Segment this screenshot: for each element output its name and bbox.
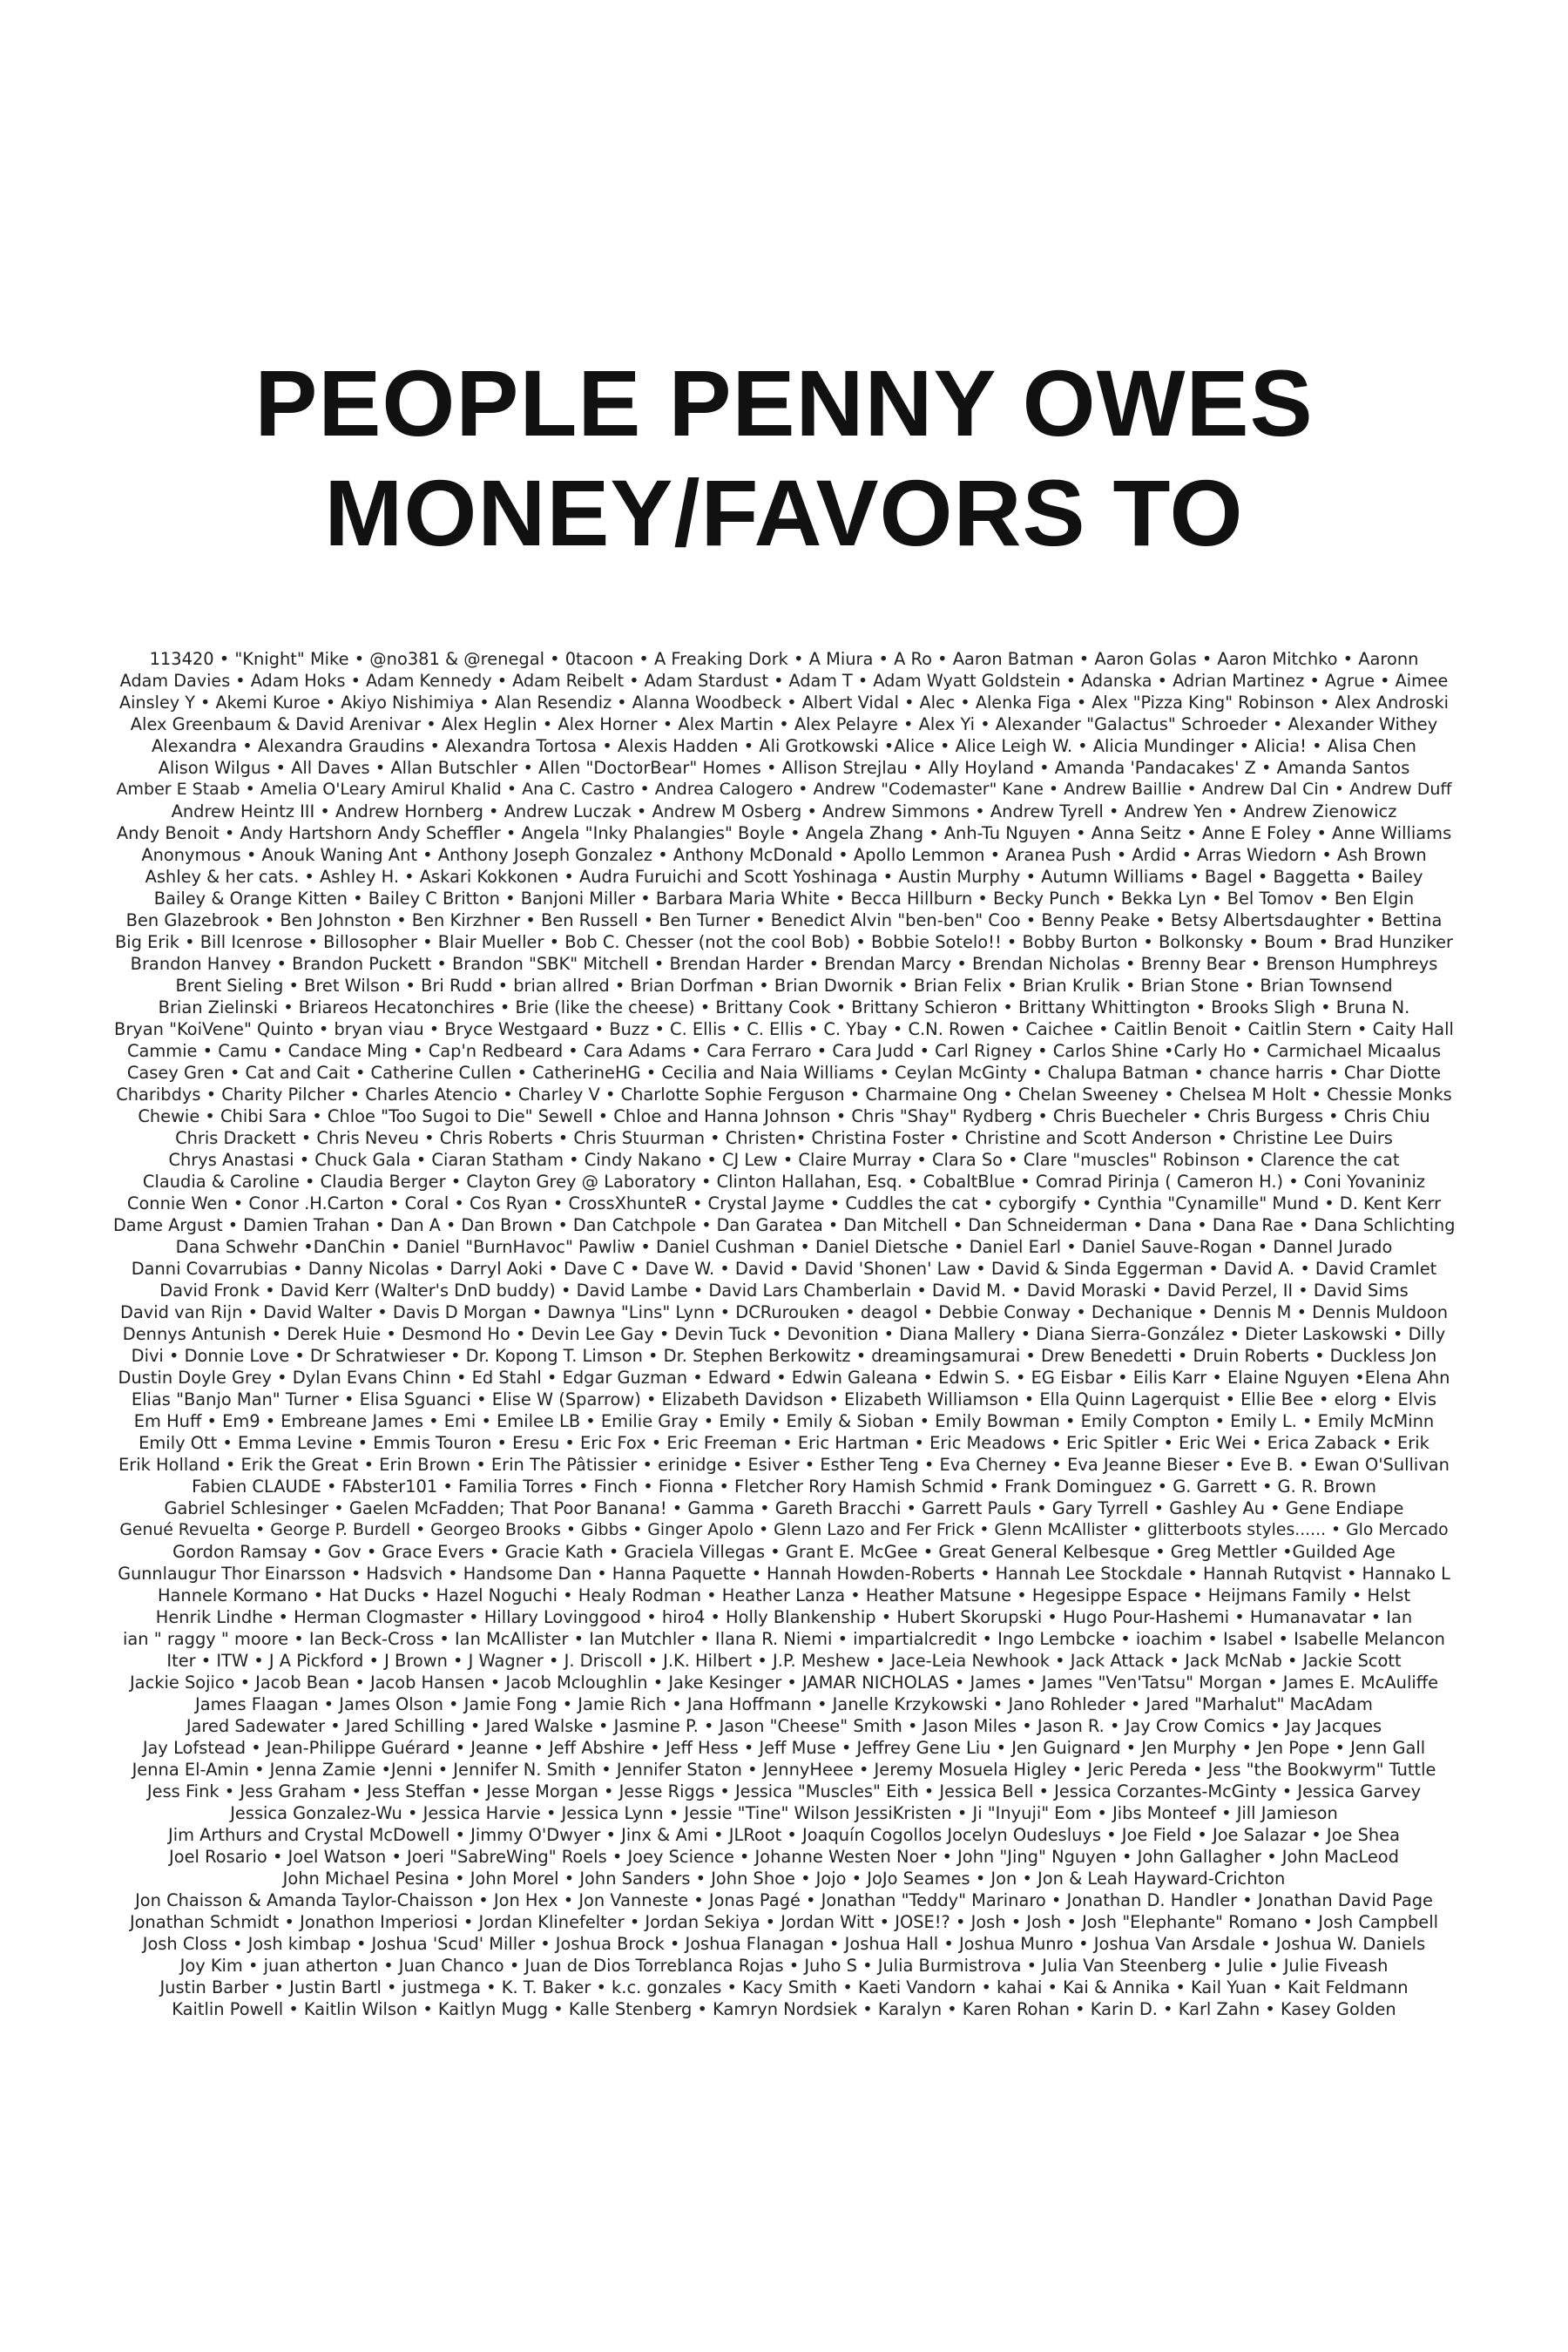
names-line: Fabien CLAUDE • FAbster101 • Familia Torres • Finch • Fionna • Fletcher Rory Hamish Schmid • Frank Dominguez • G. Garrett • G. R. Brown: [192, 1477, 1376, 1497]
names-line: Jonathan Schmidt • Jonathon Imperiosi • Jordan Klinefelter • Jordan Sekiya • Jordan Witt • JOSE!? • Josh • Josh • Josh "Elephante" Romano • Josh Campbell: [129, 1912, 1439, 1932]
names-line: David van Rijn • David Walter • Davis D Morgan • Dawnya "Lins" Lynn • DCRurouken • deagol • Debbie Conway • Dechanique • Dennis M • Dennis Muldoon: [119, 1302, 1449, 1322]
names-line: Jay Lofstead • Jean-Philippe Guérard • Jeanne • Jeff Abshire • Jeff Hess • Jeff Muse • Jeffrey Gene Liu • Jen Guignard • Jen Murphy • Jen Pope • Jenn Gall: [142, 1738, 1426, 1758]
names-line: Dustin Doyle Grey • Dylan Evans Chinn • Ed Stahl • Edgar Guzman • Edward • Edwin Galeana • Edwin S. • EG Eisbar • Eilis Karr • Elaine Nguyen •Elena Ahn: [118, 1368, 1450, 1388]
names-line: Ainsley Y • Akemi Kuroe • Akiyo Nishimiya • Alan Resendiz • Alanna Woodbeck • Albert Vidal • Alec • Alenka Figa • Alex "Pizza King" Robinson • Alex Androski: [119, 693, 1449, 713]
names-line: Jackie Sojico • Jacob Bean • Jacob Hansen • Jacob Mcloughlin • Jake Kesinger • JAMAR NICHOLAS • James • James "Ven'Tatsu" Morgan • James E. McAuliffe: [129, 1673, 1439, 1693]
names-line: Bailey & Orange Kitten • Bailey C Britton • Banjoni Miller • Barbara Maria White • Becca Hillburn • Becky Punch • Bekka Lyn • Bel Tomov • Ben Elgin: [153, 889, 1415, 909]
names-line: Hannele Kormano • Hat Ducks • Hazel Noguchi • Healy Rodman • Heather Lanza • Heather Matsune • Hegesippe Espace • Heijmans Family • Helst: [157, 1585, 1411, 1605]
names-line: Dennys Antunish • Derek Huie • Desmond Ho • Devin Lee Gay • Devin Tuck • Devonition • Diana Mallery • Diana Sierra-González • Dieter Laskowski • Dilly: [122, 1324, 1446, 1344]
names-line: Ashley & her cats. • Ashley H. • Askari Kokkonen • Audra Furuichi and Scott Yoshinaga • Austin Murphy • Autumn Williams • Bagel • Baggetta • Bailey: [145, 867, 1423, 887]
names-line: Bryan "KoiVene" Quinto • bryan viau • Bryce Westgaard • Buzz • C. Ellis • C. Ellis • C. Ybay • C.N. Rowen • Caichee • Caitlin Benoit • Caitlin Stern • Caity Hall: [114, 1019, 1454, 1039]
names-line: ian " raggy " moore • Ian Beck-Cross • Ian McAllister • Ian Mutchler • Ilana R. Niemi • impartialcredit • Ingo Lembcke • ioachim • Isabel • Isabelle Melancon: [123, 1629, 1445, 1649]
names-line: Genué Revuelta • George P. Burdell • Georgeo Brooks • Gibbs • Ginger Apolo • Glenn Lazo and Fer Frick • Glenn McAllister • glitterboots styles...... • Glo Mercado: [119, 1521, 1449, 1539]
names-line: Erik Holland • Erik the Great • Erin Brown • Erin The Pâtissier • erinidge • Esiver • Esther Teng • Eva Cherney • Eva Jeanne Bieser • Eve B. • Ewan O'Sullivan: [118, 1455, 1450, 1475]
names-line: Casey Gren • Cat and Cait • Catherine Cullen • CatherineHG • Cecilia and Naia Williams • Ceylan McGinty • Chalupa Batman • chance harris • Char Diotte: [126, 1063, 1442, 1083]
names-list: [113, 648, 1455, 2020]
names-line: Dame Argust • Damien Trahan • Dan A • Dan Brown • Dan Catchpole • Dan Garatea • Dan Mitchell • Dan Schneiderman • Dana • Dana Rae • Dana Schlichting: [113, 1215, 1456, 1235]
names-line: Andrew Heintz III • Andrew Hornberg • Andrew Luczak • Andrew M Osberg • Andrew Simmons • Andrew Tyrell • Andrew Yen • Andrew Zienowicz: [171, 801, 1397, 821]
names-line: Chrys Anastasi • Chuck Gala • Ciaran Statham • Cindy Nakano • CJ Lew • Claire Murray • Clara So • Clare "muscles" Robinson • Clarence the cat: [168, 1150, 1400, 1170]
names-line: Chewie • Chibi Sara • Chloe "Too Sugoi to Die" Sewell • Chloe and Hanna Johnson • Chris "Shay" Rydberg • Chris Buecheler • Chris Burgess • Chris Chiu: [138, 1106, 1430, 1126]
names-line: Charibdys • Charity Pilcher • Charles Atencio • Charley V • Charlotte Sophie Ferguson • Charmaine Ong • Chelan Sweeney • Chelsea M Holt • Chessie Monks: [116, 1085, 1452, 1105]
names-line: Dana Schwehr •DanChin • Daniel "BurnHavoc" Pawliw • Daniel Cushman • Daniel Dietsche • Daniel Earl • Daniel Sauve-Rogan • Dannel Jurado: [175, 1237, 1393, 1257]
names-line: Brent Sieling • Bret Wilson • Bri Rudd • brian allred • Brian Dorfman • Brian Dwornik • Brian Felix • Brian Krulik • Brian Stone • Brian Townsend: [175, 976, 1393, 996]
names-line: James Flaagan • James Olson • Jamie Fong • Jamie Rich • Jana Hoffmann • Janelle Krzykowski • Jano Rohleder • Jared "Marhalut" MacAdam: [195, 1694, 1373, 1714]
names-line: Josh Closs • Josh kimbap • Joshua 'Scud' Miller • Joshua Brock • Joshua Flanagan • Joshua Hall • Joshua Munro • Joshua Van Arsdale • Joshua W. Daniels: [142, 1934, 1426, 1954]
names-line: Jess Fink • Jess Graham • Jess Steffan • Jesse Morgan • Jesse Riggs • Jessica "Muscles" Eith • Jessica Bell • Jessica Corzantes-McGinty • Jessica Garvey: [146, 1781, 1422, 1801]
names-line: 113420 • "Knight" Mike • @no381 & @renegal • 0tacoon • A Freaking Dork • A Miura • A Ro • Aaron Batman • Aaron Golas • Aaron Mitchko • Aaronn: [149, 649, 1419, 669]
names-line: Henrik Lindhe • Herman Clogmaster • Hillary Lovinggood • hiro4 • Holly Blankenship • Hubert Skorupski • Hugo Pour-Hashemi • Humanavatar • Ian: [155, 1607, 1413, 1627]
names-line: Joy Kim • juan atherton • Juan Chanco • Juan de Dios Torreblanca Rojas • Juho S • Julia Burmistrova • Julia Van Steenberg • Julie • Julie Fiveash: [179, 1956, 1389, 1976]
names-line: Alexandra • Alexandra Graudins • Alexandra Tortosa • Alexis Hadden • Ali Grotkowski •Alice • Alice Leigh W. • Alicia Mundinger • Alicia! • Alisa Chen: [152, 736, 1416, 756]
names-line: Em Huff • Em9 • Embreane James • Emi • Emilee LB • Emilie Gray • Emily • Emily & Sioban • Emily Bowman • Emily Compton • Emily L. • Emily McMinn: [133, 1411, 1435, 1431]
names-line: Jessica Gonzalez-Wu • Jessica Harvie • Jessica Lynn • Jessie "Tine" Wilson JessiKristen • Ji "Inyuji" Eom • Jibs Monteef • Jill Jamieson: [230, 1803, 1338, 1823]
names-line: Jon Chaisson & Amanda Taylor-Chaisson • Jon Hex • Jon Vanneste • Jonas Pagé • Jonathan "Teddy" Marinaro • Jonathan D. Handler • Jonathan David Page: [135, 1890, 1433, 1910]
names-line: Andy Benoit • Andy Hartshorn Andy Scheffler • Angela "Inky Phalangies" Boyle • Angela Zhang • Anh-Tu Nguyen • Anna Seitz • Anne E Foley • Anne Williams: [116, 823, 1452, 843]
page-title: [0, 348, 1568, 568]
names-line: John Michael Pesina • John Morel • John Sanders • John Shoe • Jojo • JoJo Seames • Jon • Jon & Leah Hayward-Crichton: [282, 1869, 1286, 1889]
names-line: Gordon Ramsay • Gov • Grace Evers • Gracie Kath • Graciela Villegas • Grant E. McGee • Great General Kelbesque • Greg Mettler •Guilded Age: [172, 1542, 1396, 1562]
names-line: Kaitlin Powell • Kaitlin Wilson • Kaitlyn Mugg • Kalle Stenberg • Kamryn Nordsiek • Karalyn • Karen Rohan • Karin D. • Karl Zahn • Kasey Golden: [172, 1999, 1396, 2019]
names-line: Elias "Banjo Man" Turner • Elisa Sguanci • Elise W (Sparrow) • Elizabeth Davidson • Elizabeth Williamson • Ella Quinn Lagerquist • Ellie Bee • elorg • Elvis: [131, 1389, 1437, 1409]
names-line: David Fronk • David Kerr (Walter's DnD buddy) • David Lambe • David Lars Chamberlain • David M. • David Moraski • David Perzel, II • David Sims: [159, 1281, 1409, 1301]
names-line: Adam Davies • Adam Hoks • Adam Kennedy • Adam Reibelt • Adam Stardust • Adam T • Adam Wyatt Goldstein • Adanska • Adrian Martinez • Agrue • Aimee: [119, 671, 1449, 691]
names-line: Brandon Hanvey • Brandon Puckett • Brandon "SBK" Mitchell • Brendan Harder • Brendan Marcy • Brendan Nicholas • Brenny Bear • Brenson Humphreys: [130, 954, 1438, 974]
names-line: Joel Rosario • Joel Watson • Joeri "SabreWing" Roels • Joey Science • Johanne Westen Noer • John "Jing" Nguyen • John Gallagher • John MacLeod: [169, 1847, 1399, 1867]
names-line: Connie Wen • Conor .H.Carton • Coral • Cos Ryan • CrossXhunteR • Crystal Jayme • Cuddles the cat • cyborgify • Cynthia "Cynamille" Mund • D. Kent Kerr: [126, 1193, 1442, 1213]
names-line: Emily Ott • Emma Levine • Emmis Touron • Eresu • Eric Fox • Eric Freeman • Eric Hartman • Eric Meadows • Eric Spitler • Eric Wei • Erica Zaback • Erik: [139, 1433, 1429, 1453]
names-line: Jenna El-Amin • Jenna Zamie •Jenni • Jennifer N. Smith • Jennifer Staton • JennyHeee • Jeremy Mosuela Higley • Jeric Pereda • Jess "the Bookwyrm" Tuttle: [132, 1760, 1436, 1780]
names-line: Big Erik • Bill Icenrose • Billosopher • Blair Mueller • Bob C. Chesser (not the cool Bob) • Bobbie Sotelo!! • Bobby Burton • Bolkonsky • Boum • Brad Hunziker: [114, 932, 1454, 952]
names-line: Jim Arthurs and Crystal McDowell • Jimmy O'Dwyer • Jinx & Ami • JLRoot • Joaquín Cogollos Jocelyn Oudesluys • Joe Field • Joe Salazar • Joe Shea: [168, 1825, 1400, 1845]
names-line: Gunnlaugur Thor Einarsson • Hadsvich • Handsome Dan • Hanna Paquette • Hannah Howden-Roberts • Hannah Lee Stockdale • Hannah Rutqvist • Hannako L: [118, 1564, 1450, 1584]
names-line: Alison Wilgus • All Daves • Allan Butschler • Allen "DoctorBear" Homes • Allison Strejlau • Ally Hoyland • Amanda 'Pandacakes' Z • Amanda Santos: [158, 758, 1410, 778]
names-line: Danni Covarrubias • Danny Nicolas • Darryl Aoki • Dave C • Dave W. • David • David 'Shonen' Law • David & Sinda Eggerman • David A. • David Cramlet: [131, 1259, 1437, 1279]
names-line: Justin Barber • Justin Bartl • justmega • K. T. Baker • k.c. gonzales • Kacy Smith • Kaeti Vandorn • kahai • Kai & Annika • Kail Yuan • Kait Feldmann: [159, 1977, 1409, 1997]
names-line: Iter • ITW • J A Pickford • J Brown • J Wagner • J. Driscoll • J.K. Hilbert • J.P. Meshew • Jace-Leia Newhook • Jack Attack • Jack McNab • Jackie Scott: [166, 1651, 1402, 1671]
names-line: Chris Drackett • Chris Neveu • Chris Roberts • Chris Stuurman • Christen• Christina Foster • Christine and Scott Anderson • Christine Lee Duirs: [175, 1128, 1393, 1148]
page-title-line-1: PEOPLE PENNY OWES: [254, 350, 1314, 456]
names-line: Divi • Donnie Love • Dr Schratwieser • Dr. Kopong T. Limson • Dr. Stephen Berkowitz • dreamingsamurai • Drew Benedetti • Druin Roberts • Duckless Jon: [131, 1346, 1437, 1366]
names-line: Anonymous • Anouk Waning Ant • Anthony Joseph Gonzalez • Anthony McDonald • Apollo Lemmon • Aranea Push • Ardid • Arras Wiedorn • Ash Brown: [141, 845, 1427, 865]
page-title-line-2: MONEY/FAVORS TO: [324, 460, 1244, 565]
names-line: Ben Glazebrook • Ben Johnston • Ben Kirzhner • Ben Russell • Ben Turner • Benedict Alvin "ben-ben" Coo • Benny Peake • Betsy Albertsdaughter • Bettina: [125, 910, 1443, 930]
names-line: Claudia & Caroline • Claudia Berger • Clayton Grey @ Laboratory • Clinton Hallahan, Esq. • CobaltBlue • Comrad Pirinja ( Cameron H.) • Coni Yovaniniz: [142, 1172, 1426, 1192]
names-line: Jared Sadewater • Jared Schilling • Jared Walske • Jasmine P. • Jason "Cheese" Smith • Jason Miles • Jason R. • Jay Crow Comics • Jay Jacques: [186, 1716, 1382, 1736]
names-line: Gabriel Schlesinger • Gaelen McFadden; That Poor Banana! • Gamma • Gareth Bracchi • Garrett Pauls • Gary Tyrrell • Gashley Au • Gene Endiape: [164, 1498, 1404, 1518]
names-line: Amber E Staab • Amelia O'Leary Amirul Khalid • Ana C. Castro • Andrea Calogero • Andrew "Codemaster" Kane • Andrew Baillie • Andrew Dal Cin • Andrew Duff: [116, 780, 1452, 799]
names-line: Cammie • Camu • Candace Ming • Cap'n Redbeard • Cara Adams • Cara Ferraro • Cara Judd • Carl Rigney • Carlos Shine •Carly Ho • Carmichael Micaalus: [126, 1041, 1442, 1061]
names-line: Alex Greenbaum & David Arenivar • Alex Heglin • Alex Horner • Alex Martin • Alex Pelayre • Alex Yi • Alexander "Galactus" Schroeder • Alexander Withey: [130, 714, 1438, 734]
names-line: Brian Zielinski • Briareos Hecatonchires • Brie (like the cheese) • Brittany Cook • Brittany Schieron • Brittany Whittington • Brooks Sligh • Bruna N.: [158, 997, 1410, 1017]
